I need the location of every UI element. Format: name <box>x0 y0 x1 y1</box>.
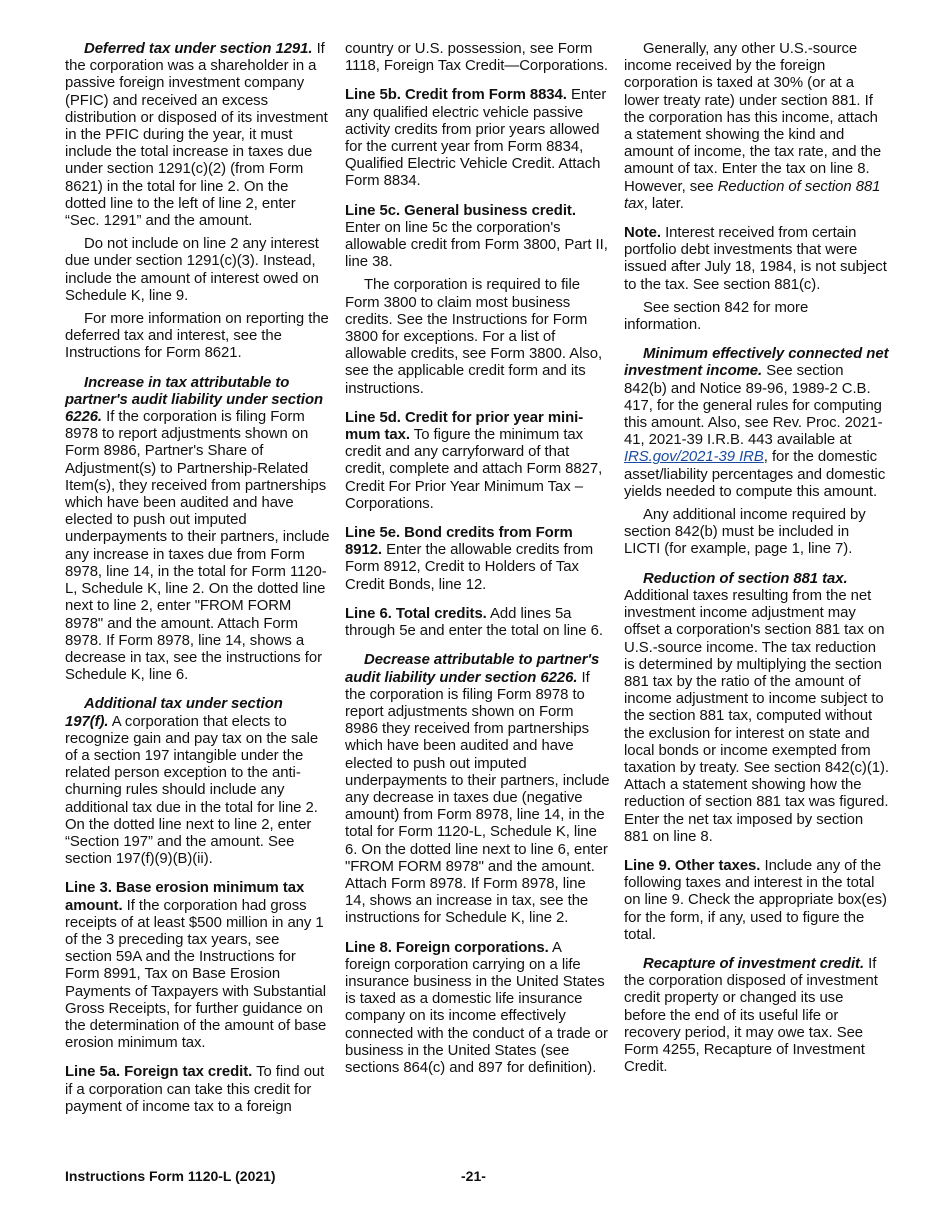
heading-increase-6226: Increase in tax attributable to partner's audit liability under section 6226. <box>65 374 324 426</box>
heading-line-5e: Line 5e. Bond credits from Form 8912. <box>345 525 573 559</box>
heading-reduction-881: Reduction of section 881 tax. <box>643 570 848 587</box>
heading-recapture: Recapture of investment credit. <box>643 955 865 972</box>
paragraph-min-ecnii: Minimum effectively connected net investment income. See section 842(b) and Notice 89-96, 1989-2 C.B. 417, for the general rules for computing this amount. Also, see Rev. Proc. 2021-41, 2021-39 I.R.B. 443 available at IRS.gov/2021-39 IRB, for the domestic asset/liability percentages and domestic yields needed to compute this amount. <box>624 346 889 500</box>
paragraph: country or U.S. possession, see Form 1118, Foreign Tax Credit—Corporations. <box>345 41 608 75</box>
paragraph-line-8: Line 8. Foreign corporations. A foreign corporation carrying on a life insurance business in the United States is taxed as a domestic life insurance company on its income effectively connected with the conduct of a trade or business in the United States (see sections 864(c) and 897 for definition). <box>345 939 608 1076</box>
paragraph-decrease-6226: Decrease attributable to partner's audit liability under section 6226. If the corporation is filing Form 8978 to report adjustments shown on Form 8986 they received from partnerships which have been audited and have elected to push out imputed underpayments to their partners, include any decrease in taxes due (negative amount) from Form 8978, line 14, in the total for Form 1120-L, Schedule K, line 6. On the dotted line next to line 6, enter "FROM FORM 8978" and the amount. Attach Form 8978. If Form 8978, line 14, shows an increase in tax, see the instructions for Schedule K, line 2. <box>345 652 610 927</box>
heading-section-197f: Additional tax under section 197(f). <box>65 696 283 730</box>
paragraph-line-5a: Line 5a. Foreign tax credit. To find out if a corporation can take this credit for payment of income tax to a foreign <box>65 1064 325 1115</box>
paragraph-line-6: Line 6. Total credits. Add lines 5a through 5e and enter the total on line 6. <box>345 605 603 640</box>
cross-reference: Reduction of section 881 tax <box>624 178 881 212</box>
heading-deferred-tax-1291: Deferred tax under section 1291. <box>84 41 313 57</box>
heading-line-9: Line 9. Other taxes. <box>624 857 761 874</box>
paragraph-line-3: Line 3. Base erosion minimum tax amount. If the corporation had gross receipts of at least $500 million in any 1 of the 3 preceding tax years, see section 59A and the Instructions for Form 8991, Tax on Base Erosion Payments of Taxpayers with Substantial Gross Receipts, for further guidance on the determination of the amount of base erosion minimum tax. <box>65 880 327 1052</box>
paragraph-increase-6226: Increase in tax attributable to partner's audit liability under section 6226. If the corporation is filing Form 8978 to report adjustments shown on Form 8986, Partner's Share of Adjustment(s) to Partnership-Related Item(s), they received from partnerships which have been audited and have elected to push out imputed underpayments to their partners, include any increase in taxes due from Form 8978, line 14, in the total for Form 1120-L, Schedule K, line 2. On the dotted line next to line 2, enter "FROM FORM 8978" and the amount. Attach Form 8978. If Form 8978, line 14, shows a decrease in tax, see the instructions for Schedule K, line 6. <box>65 374 330 684</box>
paragraph: The corporation is required to file Form 3800 to claim most business credits. See the Instructions for Form 3800 for exceptions. For a list of allowable credits, see Form 3800. Also, see the applicable credit form and its instructions. <box>345 277 603 397</box>
paragraph-line-5c: Line 5c. General business credit. Enter on line 5c the corporation's allowable credit from Form 3800, Part II, line 38. <box>345 202 608 271</box>
paragraph-reduction-881: Reduction of section 881 tax. Additional taxes resulting from the net investment income adjustment may offset a corporation's section 881 tax on U.S.-source income. The tax reduction is determined by multiplying the section 881 tax by the ratio of the amount of income adjustment to income subject to the section 881 tax, computed without the exclusion for interest on state and local bonds or income exempted from taxation by treaty. See section 842(c)(1). Attach a statement showing how the reduction of section 881 tax was figured. Enter the net tax imposed by section 881 on line 8. <box>624 570 889 845</box>
paragraph-recapture: Recapture of investment credit. If the corporation disposed of investment credit property or changed its use before the end of its useful life or recovery period, it may owe tax. See Form 4255, Recapture of Investment Credit. <box>624 955 878 1076</box>
note-label: Note. <box>624 225 661 242</box>
paragraph-line-5b: Line 5b. Credit from Form 8834. Enter any qualified electric vehicle passive activity credits from prior years allowed for the current year from Form 8834, Qualified Electric Vehicle Credit. Attach Form 8834. <box>345 87 607 190</box>
irs-link[interactable]: IRS.gov/2021-39 IRB <box>624 449 764 466</box>
paragraph: For more information on reporting the deferred tax and interest, see the Instructions for Form 8621. <box>65 311 329 362</box>
column-middle <box>345 41 610 1083</box>
heading-line-5c: Line 5c. General business credit. <box>345 202 576 219</box>
paragraph: Any additional income required by section 842(b) must be included in LICTI (for example, page 1, line 7). <box>624 507 866 558</box>
heading-line-8: Line 8. Foreign corporations. <box>345 939 549 956</box>
heading-decrease-6226: Decrease attributable to partner's audit liability under section 6226. <box>345 652 600 686</box>
paragraph: Do not include on line 2 any interest due under section 1291(c)(3). Instead, include the amount of interest owed on Schedule K, line 9. <box>65 236 319 304</box>
page-number: -21- <box>461 1168 486 1184</box>
paragraph-note: Note. Interest received from certain portfolio debt investments that were issued after July 18, 1984, is not subject to the tax. See section 881(c). <box>624 225 887 293</box>
paragraph-line-5d: Line 5d. Credit for prior year mini-mum tax. To figure the minimum tax credit and any carryforward of that credit, complete and attach Form 8827, Credit For Prior Year Minimum Tax – Corporations. <box>345 409 603 512</box>
heading-min-ecnii: Minimum effectively connected net investment income. <box>624 346 889 380</box>
paragraph-section-197f: Additional tax under section 197(f). A corporation that elects to recognize gain and pay tax on the sale of a section 197 intangible under the related person exception to the anti-churning rules should include any additional tax due in the total for line 2. On the dotted line next to line 2, enter “Section 197” and the amount. See section 197(f)(9)(B)(ii). <box>65 696 319 868</box>
heading-line-5a: Line 5a. Foreign tax credit. <box>65 1064 253 1081</box>
column-right <box>624 41 889 1082</box>
heading-line-5d: Line 5d. Credit for prior year mini-mum tax. <box>345 409 584 444</box>
heading-line-6: Line 6. Total credits. <box>345 605 487 622</box>
footer-form-title: Instructions Form 1120-L (2021) <box>65 1168 276 1184</box>
heading-line-5b: Line 5b. Credit from Form 8834. <box>345 87 567 104</box>
paragraph-line-5e: Line 5e. Bond credits from Form 8912. Enter the allowable credits from Form 8912, Credit to Holders of Tax Credit Bonds, line 12. <box>345 525 594 593</box>
column-left <box>65 41 330 1122</box>
paragraph: See section 842 for more information. <box>624 299 809 334</box>
paragraph-us-source-income: Generally, any other U.S.-source income received by the foreign corporation is taxed at 30% (or at a lower treaty rate) under section 881. If the corporation has this income, attach a statement showing the kind and amount of income, the tax rate, and the amount of tax. Enter the tax on line 8. However, see Reduction of section 881 tax, later. <box>624 41 882 212</box>
paragraph-line-9: Line 9. Other taxes. Include any of the following taxes and interest in the total on line 9. Check the appropriate box(es) for the form, if any, used to figure the total. <box>624 857 887 943</box>
heading-line-3: Line 3. Base erosion minimum tax amount. <box>65 880 305 914</box>
paragraph-deferred-tax-1291: Deferred tax under section 1291. If the corporation was a shareholder in a passive foreign investment company (PFIC) and received an excess distribution or disposed of its investment in the PFIC during the year, it must include the total increase in taxes due under section 1291(c)(2) (from Form 8621) in the total for line 2. On the dotted line to the left of line 2, enter “Sec. 1291” and the amount. <box>65 41 328 230</box>
